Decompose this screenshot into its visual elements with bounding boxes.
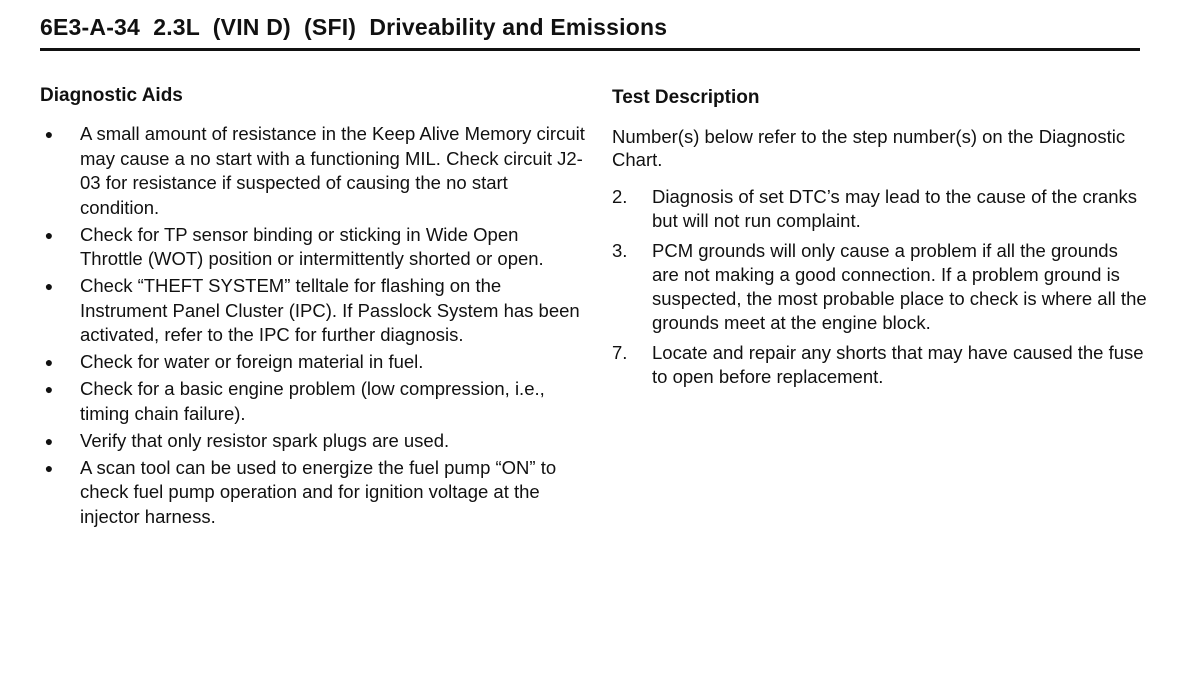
bullet-icon: ● — [44, 459, 54, 476]
list-item-text: A small amount of resistance in the Keep Alive Memory circuit may cause a no start with a functioning MIL. Check circuit J2-03 for resistance if suspected of causing the no start condition. — [80, 123, 585, 218]
page-header — [40, 12, 1140, 51]
diagnostic-aids-list — [40, 122, 585, 529]
list-item-text: Check for TP sensor binding or sticking in Wide Open Throttle (WOT) position or intermittently shorted or open. — [80, 223, 544, 269]
test-description-intro: Number(s) below refer to the step number(s) on the Diagnostic Chart. — [612, 126, 1126, 170]
bullet-icon: ● — [44, 381, 54, 397]
test-description-steps — [612, 185, 1147, 389]
step-item — [612, 185, 1147, 233]
list-item-text: Check for water or foreign material in fuel. — [80, 351, 424, 372]
list-item-text: A scan tool can be used to energize the fuel pump “ON” to check fuel pump operation and for ignition voltage at the injector harness. — [80, 456, 557, 527]
bullet-icon: ● — [44, 126, 54, 142]
list-item — [40, 377, 585, 426]
list-item-text: Verify that only resistor spark plugs are used. — [80, 429, 450, 451]
step-item — [612, 341, 1147, 389]
step-item — [612, 239, 1147, 335]
step-number: 3. — [612, 240, 628, 261]
test-description-heading: Test Description — [612, 87, 760, 108]
list-item — [40, 456, 585, 530]
test-description-section — [612, 84, 1147, 395]
step-text: Locate and repair any shorts that may have caused the fuse to open before replacement. — [652, 342, 1144, 387]
bullet-icon: ● — [44, 226, 54, 243]
bullet-icon: ● — [44, 354, 54, 370]
page-title: 6E3-A-34 2.3L (VIN D) (SFI) Driveability and Emissions — [40, 14, 668, 40]
step-number: 7. — [612, 342, 628, 363]
list-item — [40, 122, 585, 220]
bullet-icon: ● — [44, 278, 54, 294]
list-item-text: Check for a basic engine problem (low compression, i.e., timing chain failure). — [80, 378, 545, 424]
list-item — [40, 429, 585, 454]
list-item-text: Check “THEFT SYSTEM” telltale for flashing on the Instrument Panel Cluster (IPC). If Passlock System has been activated, refer to the IPC for further diagnosis. — [80, 275, 580, 345]
list-item — [40, 350, 585, 375]
step-text: PCM grounds will only cause a problem if all the grounds are not making a good connection. If a problem ground is suspected, the most probable place to check is where all the grounds meet at the engine block. — [652, 240, 1147, 333]
bullet-icon: ● — [44, 432, 54, 449]
diagnostic-aids-heading: Diagnostic Aids — [40, 85, 183, 106]
step-number: 2. — [612, 186, 628, 207]
step-text: Diagnosis of set DTC’s may lead to the cause of the cranks but will not run complaint. — [652, 186, 1138, 231]
list-item — [40, 223, 585, 272]
list-item — [40, 274, 585, 348]
diagnostic-aids-section — [40, 84, 585, 532]
